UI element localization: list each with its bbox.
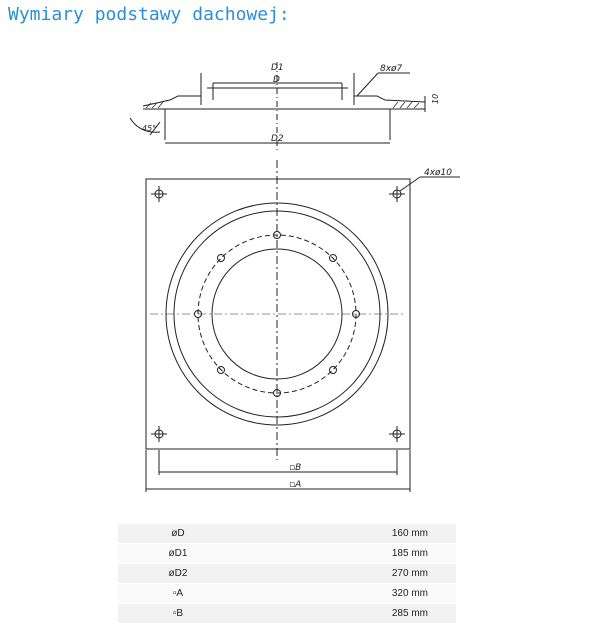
side-d1-label: D1: [271, 63, 284, 73]
table-row: [118, 564, 456, 584]
side-d2-label: D2: [271, 134, 284, 144]
dimension-value: 270 mm: [238, 564, 456, 584]
plan-view: [146, 160, 460, 492]
dimension-label: øD: [118, 524, 238, 544]
side-holes-callout: 8xø7: [380, 64, 403, 74]
side-d-label: D: [273, 75, 280, 85]
plan-a-label: ▫A: [289, 480, 302, 490]
dimension-value: 160 mm: [238, 524, 456, 544]
dimension-value: 320 mm: [238, 584, 456, 604]
dimensions-table: [118, 524, 456, 624]
dimension-label: ▫B: [118, 604, 238, 624]
table-row: [118, 544, 456, 564]
dimension-value: 285 mm: [238, 604, 456, 624]
table-row: [118, 524, 456, 544]
dimension-label: ▫A: [118, 584, 238, 604]
plan-b-label: ▫B: [289, 463, 302, 473]
dimension-value: 185 mm: [238, 544, 456, 564]
side-angle-label: 45°: [142, 124, 157, 133]
plan-holes-callout: 4xø10: [424, 168, 453, 178]
table-row: [118, 584, 456, 604]
table-row: [118, 604, 456, 624]
dimension-label: øD1: [118, 544, 238, 564]
side-height-label: 10: [431, 93, 440, 104]
dimension-label: øD2: [118, 564, 238, 584]
page-title: Wymiary podstawy dachowej:: [8, 4, 290, 25]
